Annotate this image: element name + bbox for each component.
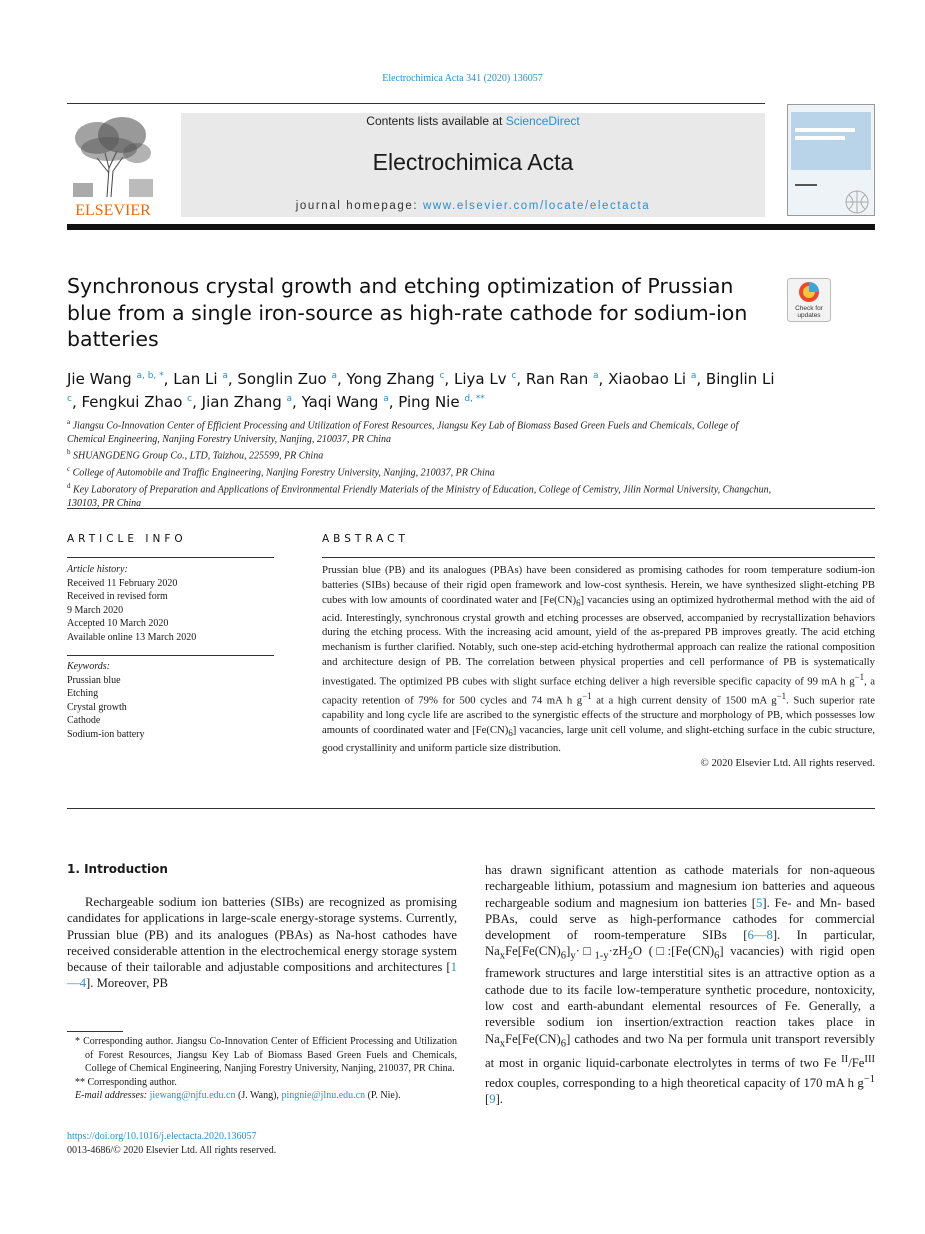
elsevier-logo[interactable] xyxy=(67,113,160,218)
sciencedirect-link[interactable]: ScienceDirect xyxy=(505,114,580,128)
journal-title: Electrochimica Acta xyxy=(372,149,574,175)
keyword-item: Crystal growth xyxy=(67,701,127,713)
article-title: Synchronous crystal growth and etching optimization of Prussian blue from a single iron-source as high-rate cathode for sodium-ion batteries xyxy=(67,274,748,351)
author-name: Lan Li xyxy=(173,370,218,388)
affiliation-mark: d xyxy=(67,481,71,490)
author-affiliation-mark[interactable]: a xyxy=(383,394,389,404)
abstract-rule xyxy=(322,557,875,558)
introduction-heading: 1. Introduction xyxy=(67,862,168,876)
author-name: Jian Zhang xyxy=(201,393,282,411)
affiliation-item xyxy=(67,416,777,446)
footnote-emails: E-mail addresses: jiewang@njfu.edu.cn (J. Wang), pingnie@jlnu.edu.cn (P. Nie). xyxy=(75,1090,401,1101)
author-list: Jie Wang $^{a, b, *}$, Lan Li $^a$, Songlin Zuo $^a$, Yong Zhang $^c$, Liya Lv $^c$, Ran Ran $^a$, Xiaobao Li $^a$, Binglin Li $^c$, Fengkui Zhao $^c$, Jian Zhang $^a$, Yaqi Wang $^a$, Ping Nie $^{d, **}$ xyxy=(67,370,775,411)
issn-line: 0013-4686/© 2020 Elsevier Ltd. All rights reserved. xyxy=(67,1145,277,1156)
contents-prefix: Contents lists available at xyxy=(366,114,506,128)
abstract-heading: ABSTRACT xyxy=(322,533,409,545)
reference-link[interactable]: 6—8 xyxy=(747,928,773,943)
keywords-label: Keywords: xyxy=(67,661,110,672)
affiliation-text: Key Laboratory of Preparation and Applications of Environmental Friendly Materials of the Ministry of Education, College of Cemistry, Jilin Normal University, Changchun, 130103, PR China xyxy=(67,484,772,509)
info-rule xyxy=(67,557,274,558)
history-line: Received in revised form xyxy=(67,591,168,602)
author-name: Liya Lv xyxy=(453,370,507,388)
article-history xyxy=(67,563,274,644)
crossmark-text-1: Check for xyxy=(795,305,823,312)
history-line: Accepted 10 March 2020 xyxy=(67,618,169,629)
homepage-link[interactable]: www.elsevier.com/locate/electacta xyxy=(422,200,651,212)
author-name: Yaqi Wang xyxy=(301,393,379,411)
footnote-rule xyxy=(67,1031,123,1032)
keyword-item: Etching xyxy=(67,688,99,699)
author-affiliation-mark[interactable]: a xyxy=(690,371,697,381)
affiliation-mark: b xyxy=(67,448,71,457)
introduction-column-left: Rechargeable sodium ion batteries (SIBs) are recognized as promising candidates for applications in large-scale energy-storage systems. Currently, Prussian blue (PB) and its analogues (PBAs) as Na-host cathodes have received considerable attention in the electrochemical energy storage system because of their tailorable and adjustable compositions and architectures [1—4]. Moreover, PB xyxy=(67,895,457,991)
journal-homepage xyxy=(181,200,765,212)
history-label: Article history: xyxy=(67,564,128,575)
homepage-label: journal homepage: xyxy=(295,200,423,212)
author-affiliation-mark[interactable]: a xyxy=(286,394,293,404)
keyword-item: Prussian blue xyxy=(67,674,121,686)
author-affiliation-mark[interactable]: c xyxy=(187,394,193,404)
article-info-heading: ARTICLE INFO xyxy=(67,533,187,545)
history-line: Available online 13 March 2020 xyxy=(67,631,197,643)
reference-link[interactable]: 9 xyxy=(489,1092,496,1107)
affiliation-item xyxy=(67,463,777,480)
elsevier-tree-icon xyxy=(67,113,160,218)
abstract-copyright: © 2020 Elsevier Ltd. All rights reserved. xyxy=(700,756,875,769)
author-affiliation-mark[interactable]: a xyxy=(331,371,337,381)
author-name: Songlin Zuo xyxy=(237,370,327,388)
crossmark-text-2: updates xyxy=(797,312,821,319)
footnotes xyxy=(67,1035,457,1103)
author-name: Fengkui Zhao xyxy=(81,393,183,411)
keywords-list xyxy=(67,660,274,741)
author-name: Yong Zhang xyxy=(346,370,435,388)
affiliation-list xyxy=(67,416,777,510)
abstract-paragraph: Prussian blue (PB) and its analogues (PBAs) have been considered as promising cathodes for room temperature sodium-ion batteries (SIBs) because of their rigid open framework and low-cost synthesis. Herein, we have synthesized slight-etching PB cubes with low amounts of coordinated water and $[Fe(CN)_6]$ vacancies using an optimized hydrothermal method with the aid of acid. Interestingly, synchronous crystal growth and etching processes are observed, accompanied by recrystallization behaviors during the etching process. With the increasing acid amount, yield of the as-prepared PB improves greatly. The acid etching mechanism is further clarified. Notably, such one-step acid-etching hydrothermal approach can realize the rational composition and architecture design of PB. The correlation between physical properties and cell performance of PB is systematically investigated. The optimized PB cubes with slight surface etching deliver a high reversible specific capacity of 99 mA h $g^{-1}$, a capacity retention of 79% for 500 cycles and 74 mA h $g^{-1}$ at a high current density of 1500 mA $g^{-1}$. Such superior rate capability and long cycle life are ascribed to the synergistic effects of the structure and morphology of PB, which possesses low amounts of coordinated water and $[Fe(CN)_6]$ vacancies, large unit cell volume, and slight-etching surface in the cubic structure, good crystallinity and uniform particle size distribution. xyxy=(322,564,876,755)
email-link[interactable]: jiewang@njfu.edu.cn xyxy=(149,1090,236,1101)
keywords-rule xyxy=(67,655,274,656)
author-name: Ran Ran xyxy=(525,370,589,388)
header-thick-rule xyxy=(67,224,875,230)
journal-cover-image[interactable] xyxy=(787,104,875,216)
introduction-column-right: has drawn significant attention as cathode materials for non-aqueous rechargeable lithium, potassium and magnesium ion batteries and aqueous rechargeable sodium and magnesium ion batteries [5]. Fe- and Mn- based PBAs, could serve as high-performance cathodes for commercial development of room-temperature SIBs [6—8]. In particular, $Na_xFe[Fe(CN)_6]_y\cdot□_{1-y}\cdot zH_2O$ ($□:[Fe(CN)_6]$ vacancies) with rigid open framework structures and large interstitial sites is an attractive option as a cathode due to its facile low-temperature synthetic procedure, nontoxicity, low cost and earth-abundant elemental resources of Fe. Generally, a reversible sodium ion insertion/extraction reaction takes place in $Na_xFe[Fe(CN)_6]$ cathodes and two Na per formula unit transport reversibly at most in organic liquid-carbonate electrolytes in terms of two Fe $^{II}/Fe^{III}$ redox couples, corresponding to a high theoretical capacity of 170 mA h $g^{-1}$ [9]. xyxy=(485,863,875,1107)
crossmark-badge[interactable] xyxy=(787,278,831,322)
elsevier-wordmark: ELSEVIER xyxy=(75,202,151,218)
author-name: Jie Wang xyxy=(67,370,132,388)
affiliation-mark: a xyxy=(67,418,71,426)
author-affiliation-mark[interactable]: c xyxy=(511,371,517,381)
affiliation-item xyxy=(67,480,777,510)
author-affiliation-mark[interactable]: c xyxy=(67,394,72,404)
author-name: Binglin Li xyxy=(705,370,775,388)
author-affiliation-mark[interactable]: a, b, * xyxy=(136,371,164,381)
affiliation-text: SHUANGDENG Group Co., LTD, Taizhou, 225599, PR China xyxy=(73,450,324,462)
affiliation-mark: c xyxy=(67,465,71,474)
reference-link[interactable]: 5 xyxy=(756,895,763,910)
author-name: Xiaobao Li xyxy=(608,370,687,388)
reference-link[interactable]: 1—4 xyxy=(67,960,457,991)
affiliation-text: Jiangsu Co-Innovation Center of Efficient Processing and Utilization of Forest Resources, Jiangsu Key Lab of Biomass Based Green Fuels and Chemicals, College of Chemical Engineering, Nanjing Forestry University, Nanjing, 210037, PR China xyxy=(67,420,739,445)
author-affiliation-mark[interactable]: a xyxy=(222,371,228,381)
crossmark-icon xyxy=(787,278,831,322)
affiliation-item xyxy=(67,446,777,463)
abstract-bottom-rule xyxy=(67,808,875,809)
footnote-corresponding-2: ** Corresponding author. xyxy=(75,1076,177,1088)
author-affiliation-mark[interactable]: c xyxy=(439,371,445,381)
email-link[interactable]: pingnie@jlnu.edu.cn xyxy=(281,1090,366,1101)
author-name: Ping Nie xyxy=(398,393,460,411)
history-line: Received 11 February 2020 xyxy=(67,577,178,589)
keyword-item: Sodium-ion battery xyxy=(67,728,145,740)
history-line: 9 March 2020 xyxy=(67,604,124,616)
doi-link[interactable]: https://doi.org/10.1016/j.electacta.2020.136057 xyxy=(67,1131,257,1142)
journal-citation[interactable]: Electrochimica Acta 341 (2020) 136057 xyxy=(382,73,543,84)
journal-cover-icon xyxy=(787,104,875,216)
header-rule xyxy=(67,103,765,104)
title-rule xyxy=(67,508,875,509)
author-affiliation-mark[interactable]: a xyxy=(593,371,599,381)
affiliation-text: College of Automobile and Traffic Engineering, Nanjing Forestry University, Nanjing, 210037, PR China xyxy=(72,467,495,479)
author-affiliation-mark[interactable]: d, ** xyxy=(464,394,485,404)
keyword-item: Cathode xyxy=(67,715,101,726)
footnote-corresponding-1: * Corresponding author. Jiangsu Co-Innovation Center of Efficient Processing and Utilization of Forest Resources, Jiangsu Key Lab of Biomass Based Green Fuels and Chemicals, College of Chemical Engineering, Nanjing Forestry University, Nanjing, 210037, PR China. xyxy=(75,1036,457,1074)
contents-line xyxy=(181,114,765,128)
abstract-text xyxy=(322,563,875,771)
